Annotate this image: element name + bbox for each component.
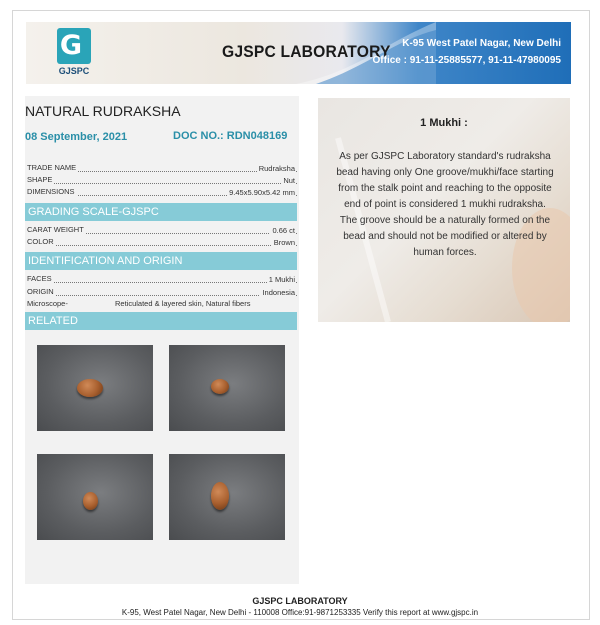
bead-photo bbox=[37, 454, 153, 540]
footer-lab-name: GJSPC LABORATORY bbox=[252, 596, 348, 606]
field-shape: SHAPE Nut bbox=[27, 175, 295, 185]
lab-name: GJSPC LABORATORY bbox=[222, 42, 391, 61]
footer-address: K-95, West Patel Nagar, New Delhi - 110008 Office:91-9871253335 Verify this report at www.gjspc.in bbox=[121, 608, 479, 617]
mukhi-title: 1 Mukhi : bbox=[420, 117, 468, 129]
address-line: K-95 West Patel Nagar, New Delhi bbox=[402, 38, 561, 49]
bead-photo bbox=[37, 345, 153, 431]
field-microscope: Microscope- Reticulated & layered skin, Natural fibers bbox=[27, 299, 251, 308]
office-phone: Office : 91-11-25885577, 91-11-47980095 bbox=[372, 55, 561, 66]
field-dimensions: DIMENSIONS 9.45x5.90x5.42 mm bbox=[27, 187, 295, 197]
bead-photo bbox=[169, 345, 285, 431]
bead-photo bbox=[169, 454, 285, 540]
identification-heading: IDENTIFICATION AND ORIGIN bbox=[25, 252, 297, 270]
header-banner bbox=[26, 22, 571, 84]
field-carat-weight: CARAT WEIGHT 0.66 ct bbox=[27, 225, 295, 235]
doc-number: DOC NO.: RDN048169 bbox=[173, 130, 288, 142]
description-panel bbox=[318, 98, 570, 322]
grading-heading: GRADING SCALE-GJSPC bbox=[25, 203, 297, 221]
report-date: 08 September, 2021 bbox=[25, 131, 128, 143]
related-heading: RELATED bbox=[25, 312, 297, 330]
gjspc-logo: G GJSPC bbox=[58, 30, 90, 76]
mukhi-description: As per GJSPC Laboratory standard's rudraksha bead having only One groove/mukhi/face starting from the stalk point and reaching to the opposite end of point is considered 1 mukhi rudraksha. The groove should be a naturally formed on the bead and should not be modified or altered by human forces. bbox=[336, 151, 554, 258]
field-faces: FACES 1 Mukhi bbox=[27, 274, 295, 284]
report-title: NATURAL RUDRAKSHA bbox=[25, 103, 181, 119]
field-trade-name: TRADE NAME Rudraksha bbox=[27, 163, 295, 173]
field-color: COLOR Brown bbox=[27, 237, 295, 247]
field-origin: ORIGIN Indonesia bbox=[27, 287, 295, 297]
